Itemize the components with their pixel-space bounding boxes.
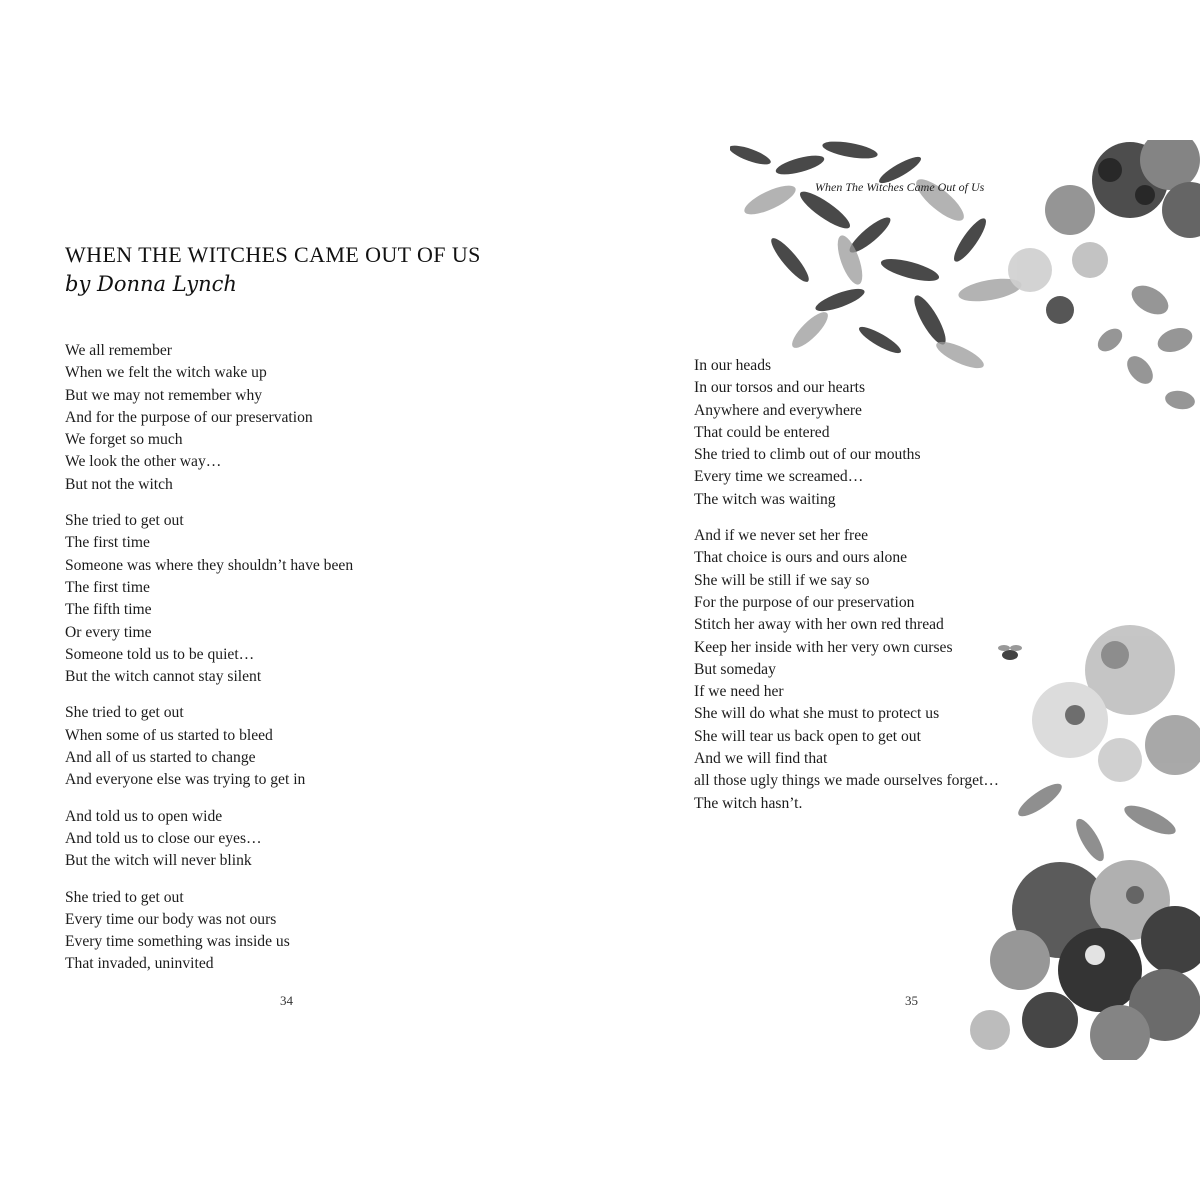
poem-line: Every time our body was not ours [65, 910, 277, 928]
poem-line: The first time [65, 578, 150, 596]
poem-line: That could be entered [694, 423, 830, 441]
poem-line: The fifth time [65, 601, 152, 619]
poem-line: She will tear us back open to get out [694, 727, 921, 745]
poem-text-left [65, 340, 353, 990]
poem-line: And we will find that [694, 750, 828, 768]
page-number-left: 34 [280, 993, 293, 1008]
stanza [65, 702, 353, 791]
poem-line: We forget so much [65, 431, 183, 449]
poem-line: If we need her [694, 683, 784, 701]
poem-line: And all of us started to change [65, 749, 256, 767]
poem-line: She tried to climb out of our mouths [694, 446, 921, 464]
poem-line: The first time [65, 534, 150, 552]
poem-line: In our torsos and our hearts [694, 379, 866, 397]
poem-line: That choice is ours and ours alone [694, 549, 908, 567]
poem-line: And for the purpose of our preservation [65, 408, 313, 426]
poem-line: But someday [694, 660, 776, 678]
floral-illustration-bottom [900, 610, 1200, 1060]
running-head: When The Witches Came Out of Us [815, 180, 985, 194]
poem-line: That invaded, uninvited [65, 955, 214, 973]
poem-line: Someone told us to be quiet… [65, 645, 255, 663]
poem-line: Someone was where they shouldn’t have been [65, 556, 354, 574]
poem-line: But not the witch [65, 475, 173, 493]
poem-line: And if we never set her free [694, 527, 869, 545]
poem-line: The witch hasn’t. [694, 794, 803, 812]
poem-line: For the purpose of our preservation [694, 593, 915, 611]
poem-line: Anywhere and everywhere [694, 401, 862, 419]
poem-line: The witch was waiting [694, 490, 836, 508]
poem-line: When some of us started to bleed [65, 726, 273, 744]
poem-line: Stitch her away with her own red thread [694, 616, 944, 634]
poem-line: She tried to get out [65, 888, 184, 906]
poem-line: Or every time [65, 623, 152, 641]
poem-line: She will be still if we say so [694, 571, 870, 589]
poem-line: And told us to open wide [65, 807, 223, 825]
page-number-right: 35 [905, 993, 918, 1008]
left-page [0, 140, 600, 1060]
poem-line: In our heads [694, 357, 772, 374]
bee-icon [998, 645, 1022, 660]
poem-line: We all remember [65, 342, 172, 359]
poem-line: And told us to close our eyes… [65, 829, 262, 847]
poem-line: When we felt the witch wake up [65, 364, 267, 382]
poem-line: Every time something was inside us [65, 933, 290, 951]
stanza [65, 510, 353, 688]
poem-line: all those ugly things we made ourselves forget… [694, 772, 1000, 790]
right-page [600, 140, 1200, 1060]
flower-cluster [1008, 140, 1200, 324]
poem-line: And everyone else was trying to get in [65, 771, 306, 789]
poem-line: But the witch will never blink [65, 852, 252, 870]
poem-line: Every time we screamed… [694, 468, 864, 486]
poem-line: Keep her inside with her very own curses [694, 638, 953, 656]
poem-line: But the witch cannot stay silent [65, 668, 262, 686]
poem-line: She will do what she must to protect us [694, 705, 940, 723]
poem-line: But we may not remember why [65, 386, 263, 404]
poem-line: She tried to get out [65, 512, 184, 530]
poem-line: We look the other way… [65, 453, 222, 471]
author-byline: by Donna Lynch [65, 272, 237, 296]
stanza [65, 340, 353, 496]
stanza [65, 887, 353, 976]
stanza [65, 806, 353, 873]
poem-line: She tried to get out [65, 704, 184, 722]
poem-title: WHEN THE WITCHES CAME OUT OF US [65, 242, 481, 267]
